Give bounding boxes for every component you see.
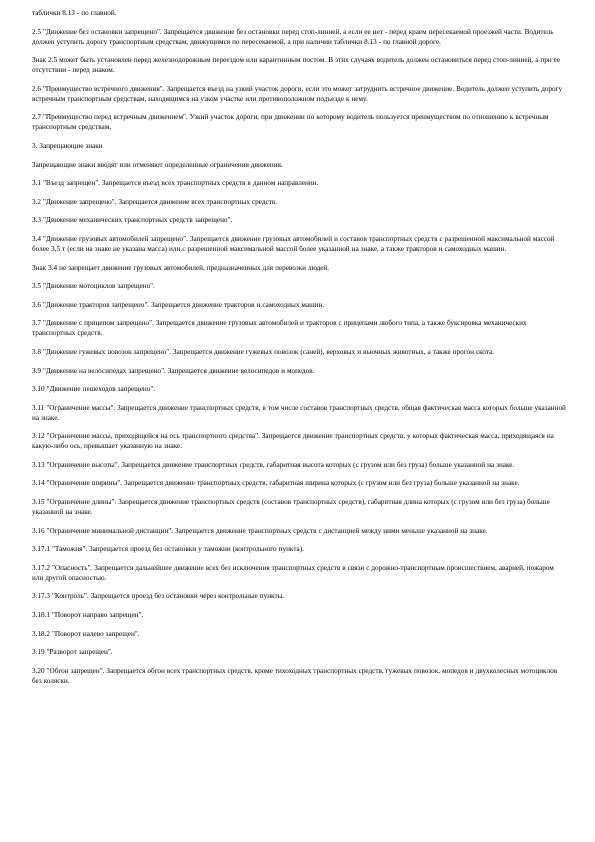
paragraph-sign-3-17-1: 3.17.1 "Таможня". Запрещается проезд без остановки у таможни (контрольного пункта).: [32, 545, 304, 554]
paragraph-sign-3-4: 3.4 "Движение грузовых автомобилей запрещено". Запрещается движение грузовых автомобилей и составов транспортных средств с разрешенной максимальной массой более 3,5 т (если на знаке не указана масса) или с разрешенной максимальной массой более указанной на знаке, а также тракторов и самоходных машин.: [32, 234, 555, 253]
paragraph-sign-3-16: 3.16 "Ограничение минимальной дистанции". Запрещается движение транспортных средств с дистанцией между ними меньше указанной на знаке.: [32, 526, 488, 535]
paragraph-sign-3-17-2: 3.17.2 "Опасность". Запрещается дальнейшее движение всех без исключения транспортных средств в связи с дорожно-транспортным происшествием, аварией, пожаром или другой опасностью.: [32, 563, 554, 582]
paragraph-sign-2-5: 2.5 "Движение без остановки запрещено". Запрещается движение без остановки перед стоп-линией, а если ее нет - перед краем пересекаемой проезжей части. Водитель должен уступить дорогу транспортным средствам, движущимся по пересекаемой, а при наличии таблички 8.13 - по главной дороге.: [32, 27, 554, 46]
paragraph-sign-3-17-3: 3.17.3 "Контроль". Запрещается проезд без остановки через контрольные пункты.: [32, 592, 285, 601]
paragraph-sign-3-8: 3.8 "Движение гужевых повозок запрещено". Запрещается движение гужевых повозок (саней), верховых и вьючных животных, а также прогон скота.: [32, 347, 494, 356]
paragraph-sign-3-10: 3.10 "Движение пешеходов запрещено".: [32, 385, 156, 394]
paragraph-sign-3-5: 3.5 "Движение мотоциклов запрещено".: [32, 282, 155, 291]
paragraph-sign-3-15: 3.15 "Ограничение длины". Запрещается движение транспортных средств (составов транспортных средств), габаритная длина которых (с грузом или без груза) больше указанной на знаке.: [32, 498, 550, 517]
paragraph-sign-2-7: 2.7 "Преимущество перед встречным движением". Узкий участок дороги, при движении по которому водитель пользуется преимуществом по отношению к встречным транспортным средствам.: [32, 113, 549, 132]
paragraph-sign-3-9: 3.9 "Движение на велосипедах запрещено". Запрещается движение велосипедов и мопедов.: [32, 366, 315, 375]
paragraph-sign-3-7: 3.7 "Движение с прицепом запрещено". Запрещается движение грузовых автомобилей и тракторов с прицепами любого типа, а также буксировка механических транспортных средств.: [32, 319, 527, 338]
paragraph-sign-3-4-note: Знак 3.4 не запрещает движение грузовых автомобилей, предназначенных для перевозки людей.: [32, 263, 330, 272]
paragraph-sign-2-6: 2.6 "Преимущество встречного движения". Запрещается въезд на узкий участок дороги, если это может затруднить встречное движение. Водитель должен уступить дорогу встречным транспортным средствам, находящимся на узком участке или противоположном подъезде к нему.: [32, 84, 563, 103]
paragraph-sign-3-18-1: 3.18.1 "Поворот направо запрещен".: [32, 611, 144, 620]
paragraph-sign-3-2: 3.2 "Движение запрещено". Запрещается движение всех транспортных средств.: [32, 197, 278, 206]
paragraph-sign-2-5-note: Знак 2.5 может быть установлен перед железнодорожным переездом или карантинным постом. В этих случаях водитель должен остановиться перед стоп-линией, а при ее отсутствии - перед знаком.: [32, 56, 561, 75]
paragraph-sign-3-18-2: 3.18.2 "Поворот налево запрещен".: [32, 629, 140, 638]
paragraph-sign-3-12: 3.12 "Ограничение массы, приходящейся на ось транспортного средства". Запрещается движение транспортных средств, у которых фактическая масса, приходящаяся на какую-либо ось, превышает указанную на знаке.: [32, 432, 554, 451]
paragraph-sign-2-4-continuation: таблички 8.13 - по главной.: [32, 9, 117, 17]
paragraph-sign-3-19: 3.19 "Разворот запрещен".: [32, 648, 113, 657]
paragraph-sign-3-3: 3.3 "Движение механических транспортных средств запрещено".: [32, 216, 233, 225]
paragraph-sign-3-1: 3.1 "Въезд запрещен". Запрещается въезд всех транспортных средств в данном направлении.: [32, 179, 319, 188]
paragraph-prohibitory-intro: Запрещающие знаки вводят или отменяют определенные ограничения движения.: [32, 160, 283, 169]
paragraph-sign-3-13: 3.13 "Ограничение высоты". Запрещается движение транспортных средств, габаритная высота которых (с грузом или без груза) больше указанной на знаке.: [32, 460, 515, 469]
paragraph-sign-3-14: 3.14 "Ограничение ширины". Запрещается движение транспортных средств, габаритная ширина которых (с грузом или без груза) больше указанной на знаке.: [32, 479, 520, 488]
paragraph-sign-3-20: 3.20 "Обгон запрещен". Запрещается обгон всех транспортных средств, кроме тихоходных транспортных средств, гужевых повозок, мопедов и двухколесных мотоциклов без коляски.: [32, 666, 558, 685]
document-page: [32, 8, 567, 694]
paragraph-sign-3-11: 3.11 "Ограничение массы". Запрещается движение транспортных средств, в том числе составов транспортных средств, общая фактическая масса которых больше указанной на знаке.: [32, 403, 566, 422]
paragraph-sign-3-6: 3.6 "Движение тракторов запрещено". Запрещается движение тракторов и самоходных машин.: [32, 300, 325, 309]
section-heading-prohibitory-signs: 3. Запрещающие знаки: [32, 141, 103, 150]
